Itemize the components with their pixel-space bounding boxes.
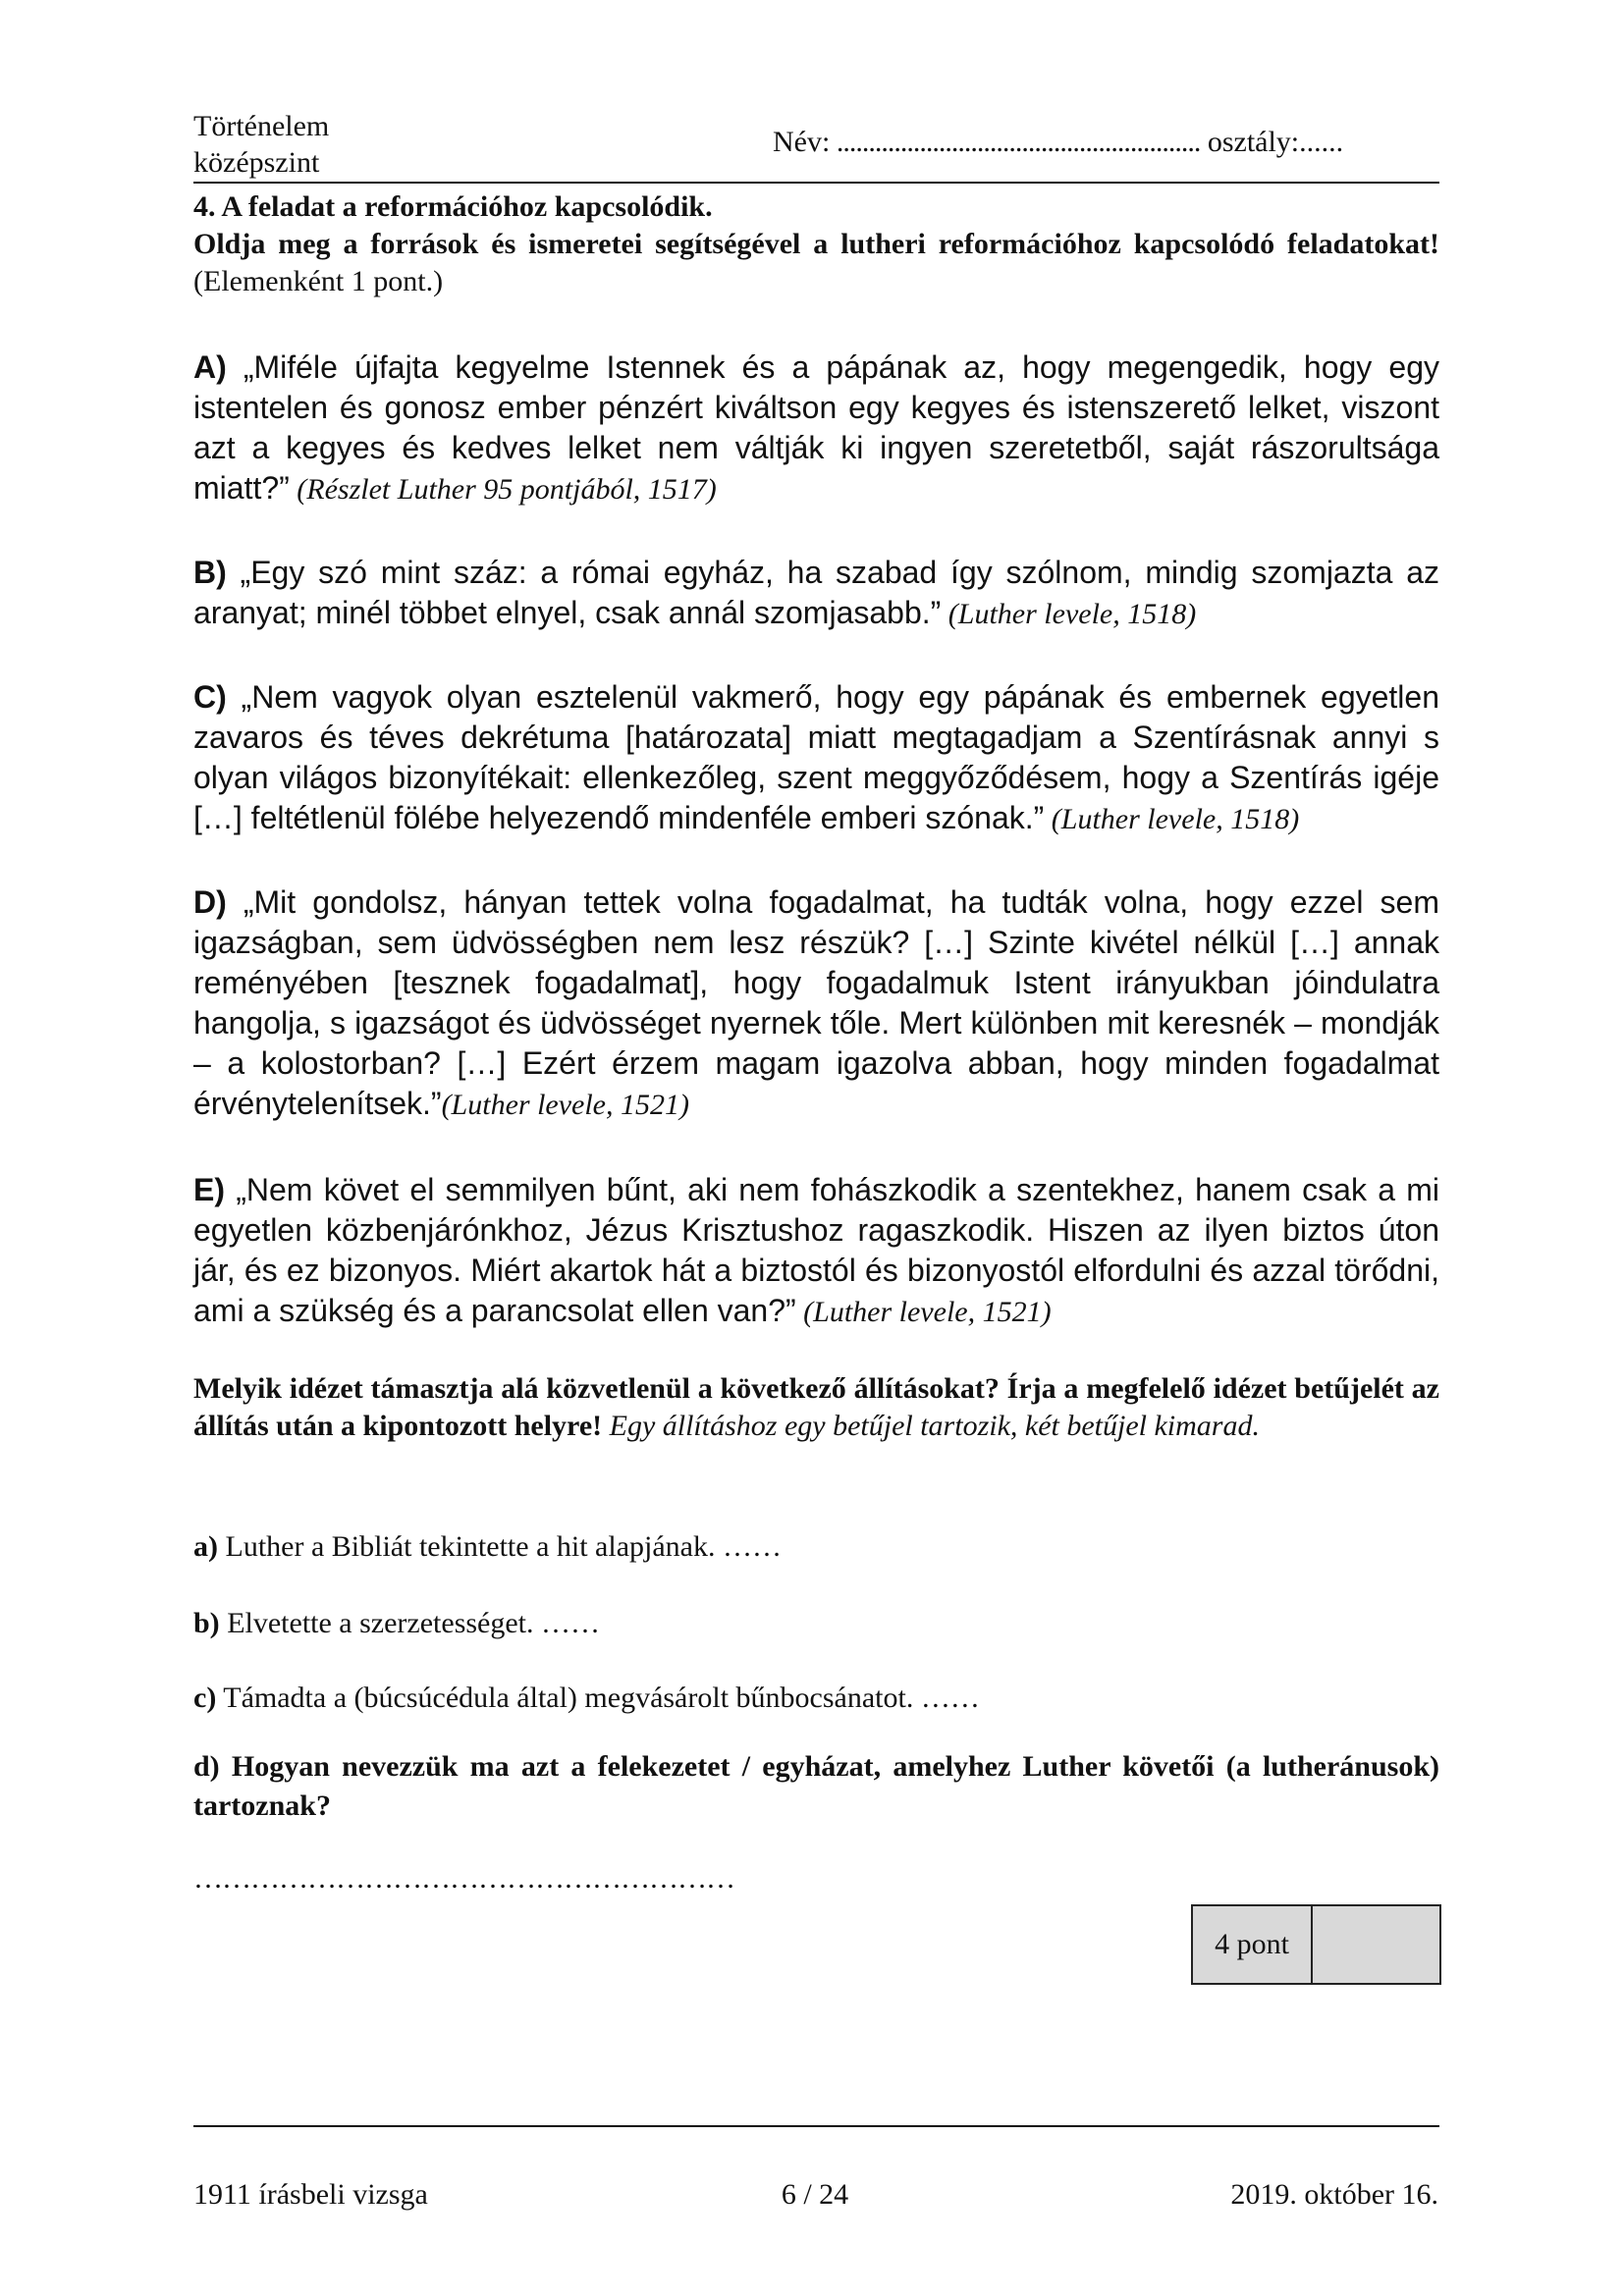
source-text: „Mit gondolsz, hányan tettek volna fogadalmat, ha tudták volna, hogy ezzel sem igazságban, sem üdvösségben nem lesz részük? […] Szinte kivétel nélkül […] annak reményében [tesznek fogadalmat], hogy fogadalmuk Istent irányukban jóindulatra hangolja, s igazságot és üdvösséget nyernek tőle. Mert különben mit keresnék – mondják – a kolostorban? […] Ezért érzem magam igazolva abban, hogy minden fogadalmat érvénytelenítsek.” [193, 884, 1439, 1121]
footer-date: 2019. október 16. [1230, 2178, 1438, 2211]
name-blank[interactable]: ......................................................... [830, 126, 1201, 158]
question-instruction [193, 1370, 1439, 1445]
source-letter: B) [193, 555, 227, 590]
source-letter: E) [193, 1172, 225, 1207]
source-e [193, 1170, 1439, 1332]
answer-blank[interactable]: ………………………………………………… [193, 1862, 734, 1895]
source-text: „Nem vagyok olyan esztelenül vakmerő, hogy egy pápának és embernek egyetlen zavaros és téves dekrétuma [határozata] miatt megtagadjam a Szentírásnak annyi s olyan világos bizonyítékait: ellenkezőleg, szent meggyőződésem, hogy a Szentírás igéje […] feltétlenül fölébe helyezendő mindenféle emberi szónak.” [193, 679, 1439, 835]
footer-exam-code: 1911 írásbeli vizsga [193, 2178, 428, 2211]
source-citation: (Luther levele, 1521) [441, 1089, 689, 1121]
source-d [193, 882, 1439, 1125]
source-citation: (Luther levele, 1518) [1044, 803, 1300, 835]
task-points-note: (Elemenként 1 pont.) [193, 265, 444, 297]
source-citation: (Luther levele, 1518) [941, 598, 1197, 630]
statement-letter: b) [193, 1607, 220, 1639]
statement-c[interactable] [193, 1680, 1439, 1717]
task-intro [193, 188, 1439, 300]
subject-level: középszint [193, 146, 320, 179]
subject-title: Történelem [193, 110, 330, 142]
source-letter: C) [193, 679, 227, 715]
question-instruction-note: Egy állításhoz egy betűjel tartozik, két betűjel kimarad. [602, 1410, 1260, 1442]
source-citation: (Részlet Luther 95 pontjából, 1517) [289, 473, 717, 506]
statement-text: Elvetette a szerzetességet. …… [219, 1607, 601, 1639]
score-box [1191, 1904, 1441, 1985]
task-instruction-bold: Oldja meg a források és ismeretei segítségével a lutheri reformációhoz kapcsolódó feladatokat! [193, 228, 1439, 260]
question-instruction-bold: Melyik idézet támasztja alá közvetlenül a következő állításokat? Írja a megfelelő idézet betűjelét az állítás után a kipontozott helyre! [193, 1372, 1439, 1442]
source-b [193, 553, 1439, 634]
name-label: Név: [773, 126, 831, 158]
statement-letter: a) [193, 1530, 218, 1563]
source-letter: D) [193, 884, 227, 920]
class-label[interactable]: osztály:...... [1200, 126, 1344, 158]
statement-text: Támadta a (búcsúcédula által) megvásárolt bűnbocsánatot. …… [216, 1682, 980, 1714]
source-citation: (Luther levele, 1521) [795, 1296, 1052, 1328]
statement-a[interactable] [193, 1528, 1439, 1566]
source-c [193, 677, 1439, 839]
header-name-field [773, 124, 1343, 160]
score-input-cell[interactable] [1313, 1906, 1439, 1983]
score-label: 4 pont [1193, 1906, 1313, 1983]
source-a [193, 347, 1439, 509]
question-d: d) Hogyan nevezzük ma azt a felekezetet / egyházat, amelyhez Luther követői (a lutheránusok) tartoznak? [193, 1750, 1439, 1822]
source-text: „Egy szó mint száz: a római egyház, ha szabad így szólnom, mindig szomjazta az aranyat; minél többet elnyel, csak annál szomjasabb.” [193, 555, 1439, 630]
footer-divider [193, 2125, 1439, 2127]
statement-b[interactable] [193, 1605, 1439, 1642]
source-letter: A) [193, 349, 227, 385]
header-divider [193, 182, 1439, 184]
task-instruction [193, 226, 1439, 300]
task-title: 4. A feladat a reformációhoz kapcsolódik. [193, 190, 713, 223]
header-subject [193, 108, 329, 181]
statement-text: Luther a Bibliát tekintette a hit alapjának. …… [218, 1530, 782, 1563]
source-text: „Nem követ el semmilyen bűnt, aki nem fohászkodik a szentekhez, hanem csak a mi egyetlen közbenjárónkhoz, Jézus Krisztushoz ragaszkodik. Hiszen az ilyen biztos úton jár, és ez bizonyos. Miért akartok hát a biztostól és bizonyostól elfordulni és azzal törődni, ami a szükség és a parancsolat ellen van?” [193, 1172, 1439, 1328]
statement-letter: c) [193, 1682, 217, 1714]
source-text: „Miféle újfajta kegyelme Istennek és a pápának az, hogy megengedik, hogy egy istentelen és gonosz ember pénzért kiváltson egy kegyes és istenszerető lelket, viszont azt a kegyes és kedves lelket nem váltják ki ingyen szeretetből, saját rászorultsága miatt?” [193, 349, 1439, 506]
footer-page-number: 6 / 24 [781, 2178, 849, 2211]
